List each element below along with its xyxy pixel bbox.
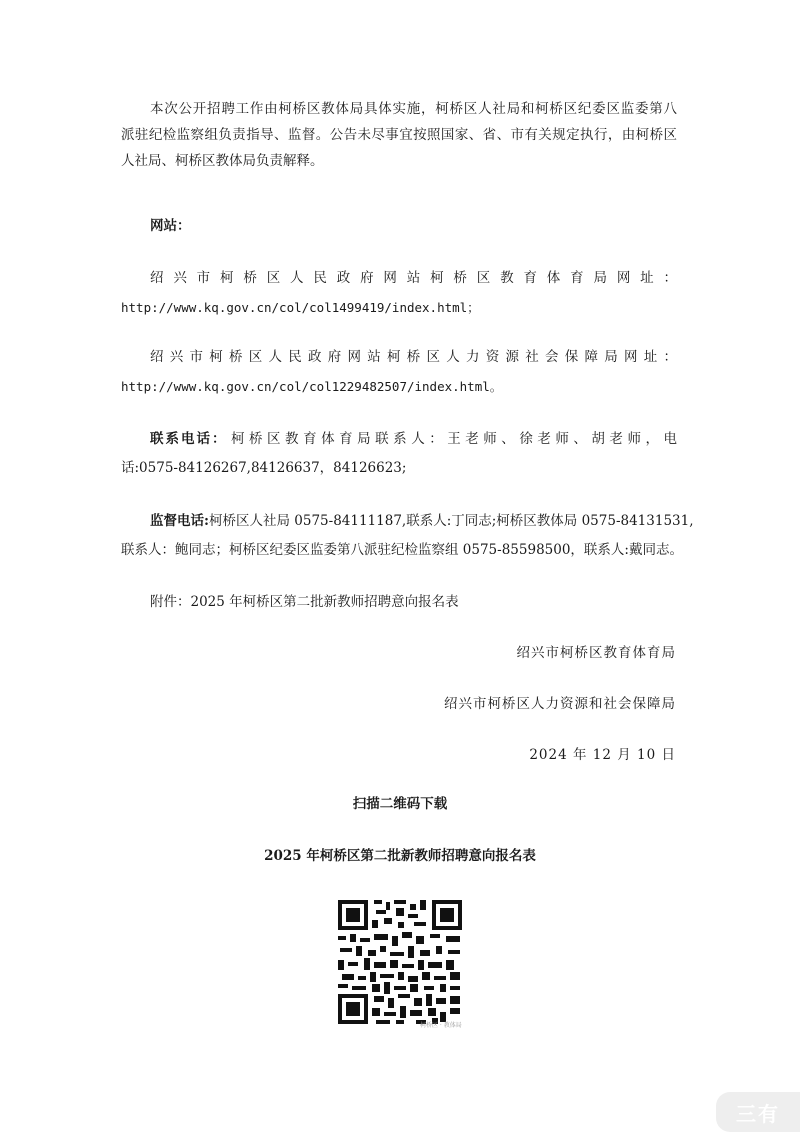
signature-org-2: 绍兴市柯桥区人力资源和社会保障局: [444, 696, 676, 712]
qr-caption: 柯桥区 · 教体局: [420, 1022, 462, 1029]
paragraph-1-line-1: 本次公开招聘工作由柯桥区教体局具体实施，柯桥区人社局和柯桥区纪委区监委第八: [150, 101, 677, 117]
supervise-label: 监督电话:: [150, 513, 209, 529]
download-heading: 扫描二维码下载: [352, 796, 448, 812]
supervise-line-2: 联系人：鲍同志；柯桥区纪委区监委第八派驻纪检监察组 0575-85598500，联系人:戴同志。: [121, 542, 683, 558]
paragraph-1-line-3: 人社局、柯桥区教体局负责解释。: [121, 153, 324, 169]
site-1-url[interactable]: http://www.kq.gov.cn/col/col1499419/index.html；: [121, 300, 480, 315]
site-2-url[interactable]: http://www.kq.gov.cn/col/col1229482507/index.html。: [121, 379, 503, 394]
form-title: 2025 年柯桥区第二批新教师招聘意向报名表: [264, 848, 536, 864]
contact-text: 柯桥区教育体育局联系人：王老师、徐老师、胡老师，电: [231, 431, 677, 447]
supervise-text: 柯桥区人社局 0575-84111187,联系人:丁同志;柯桥区教体局 0575-84131531,: [208, 513, 694, 529]
site-2-label: 绍兴市柯桥区人民政府网站柯桥区人力资源社会保障局网址：: [150, 349, 677, 365]
signature-org-1: 绍兴市柯桥区教育体育局: [516, 645, 676, 661]
website-heading: 网站：: [150, 218, 191, 234]
supervise-line-1: [150, 511, 694, 531]
watermark-logo: 三有: [716, 1092, 800, 1132]
contact-line-1: [150, 429, 677, 449]
signature-date: 2024 年 12 月 10 日: [529, 747, 676, 763]
contact-label: 联系电话：: [150, 431, 228, 447]
site-1-label: 绍兴市柯桥区人民政府网站柯桥区教育体育局网址：: [150, 270, 677, 286]
attachment-line: 附件：2025 年柯桥区第二批新教师招聘意向报名表: [150, 594, 459, 610]
qr-code-image[interactable]: [336, 898, 464, 1026]
contact-line-2: 话:0575-84126267,84126637，84126623;: [121, 460, 407, 476]
paragraph-1-line-2: 派驻纪检监察组负责指导、监督。公告未尽事宜按照国家、省、市有关规定执行，由柯桥区: [121, 127, 677, 143]
